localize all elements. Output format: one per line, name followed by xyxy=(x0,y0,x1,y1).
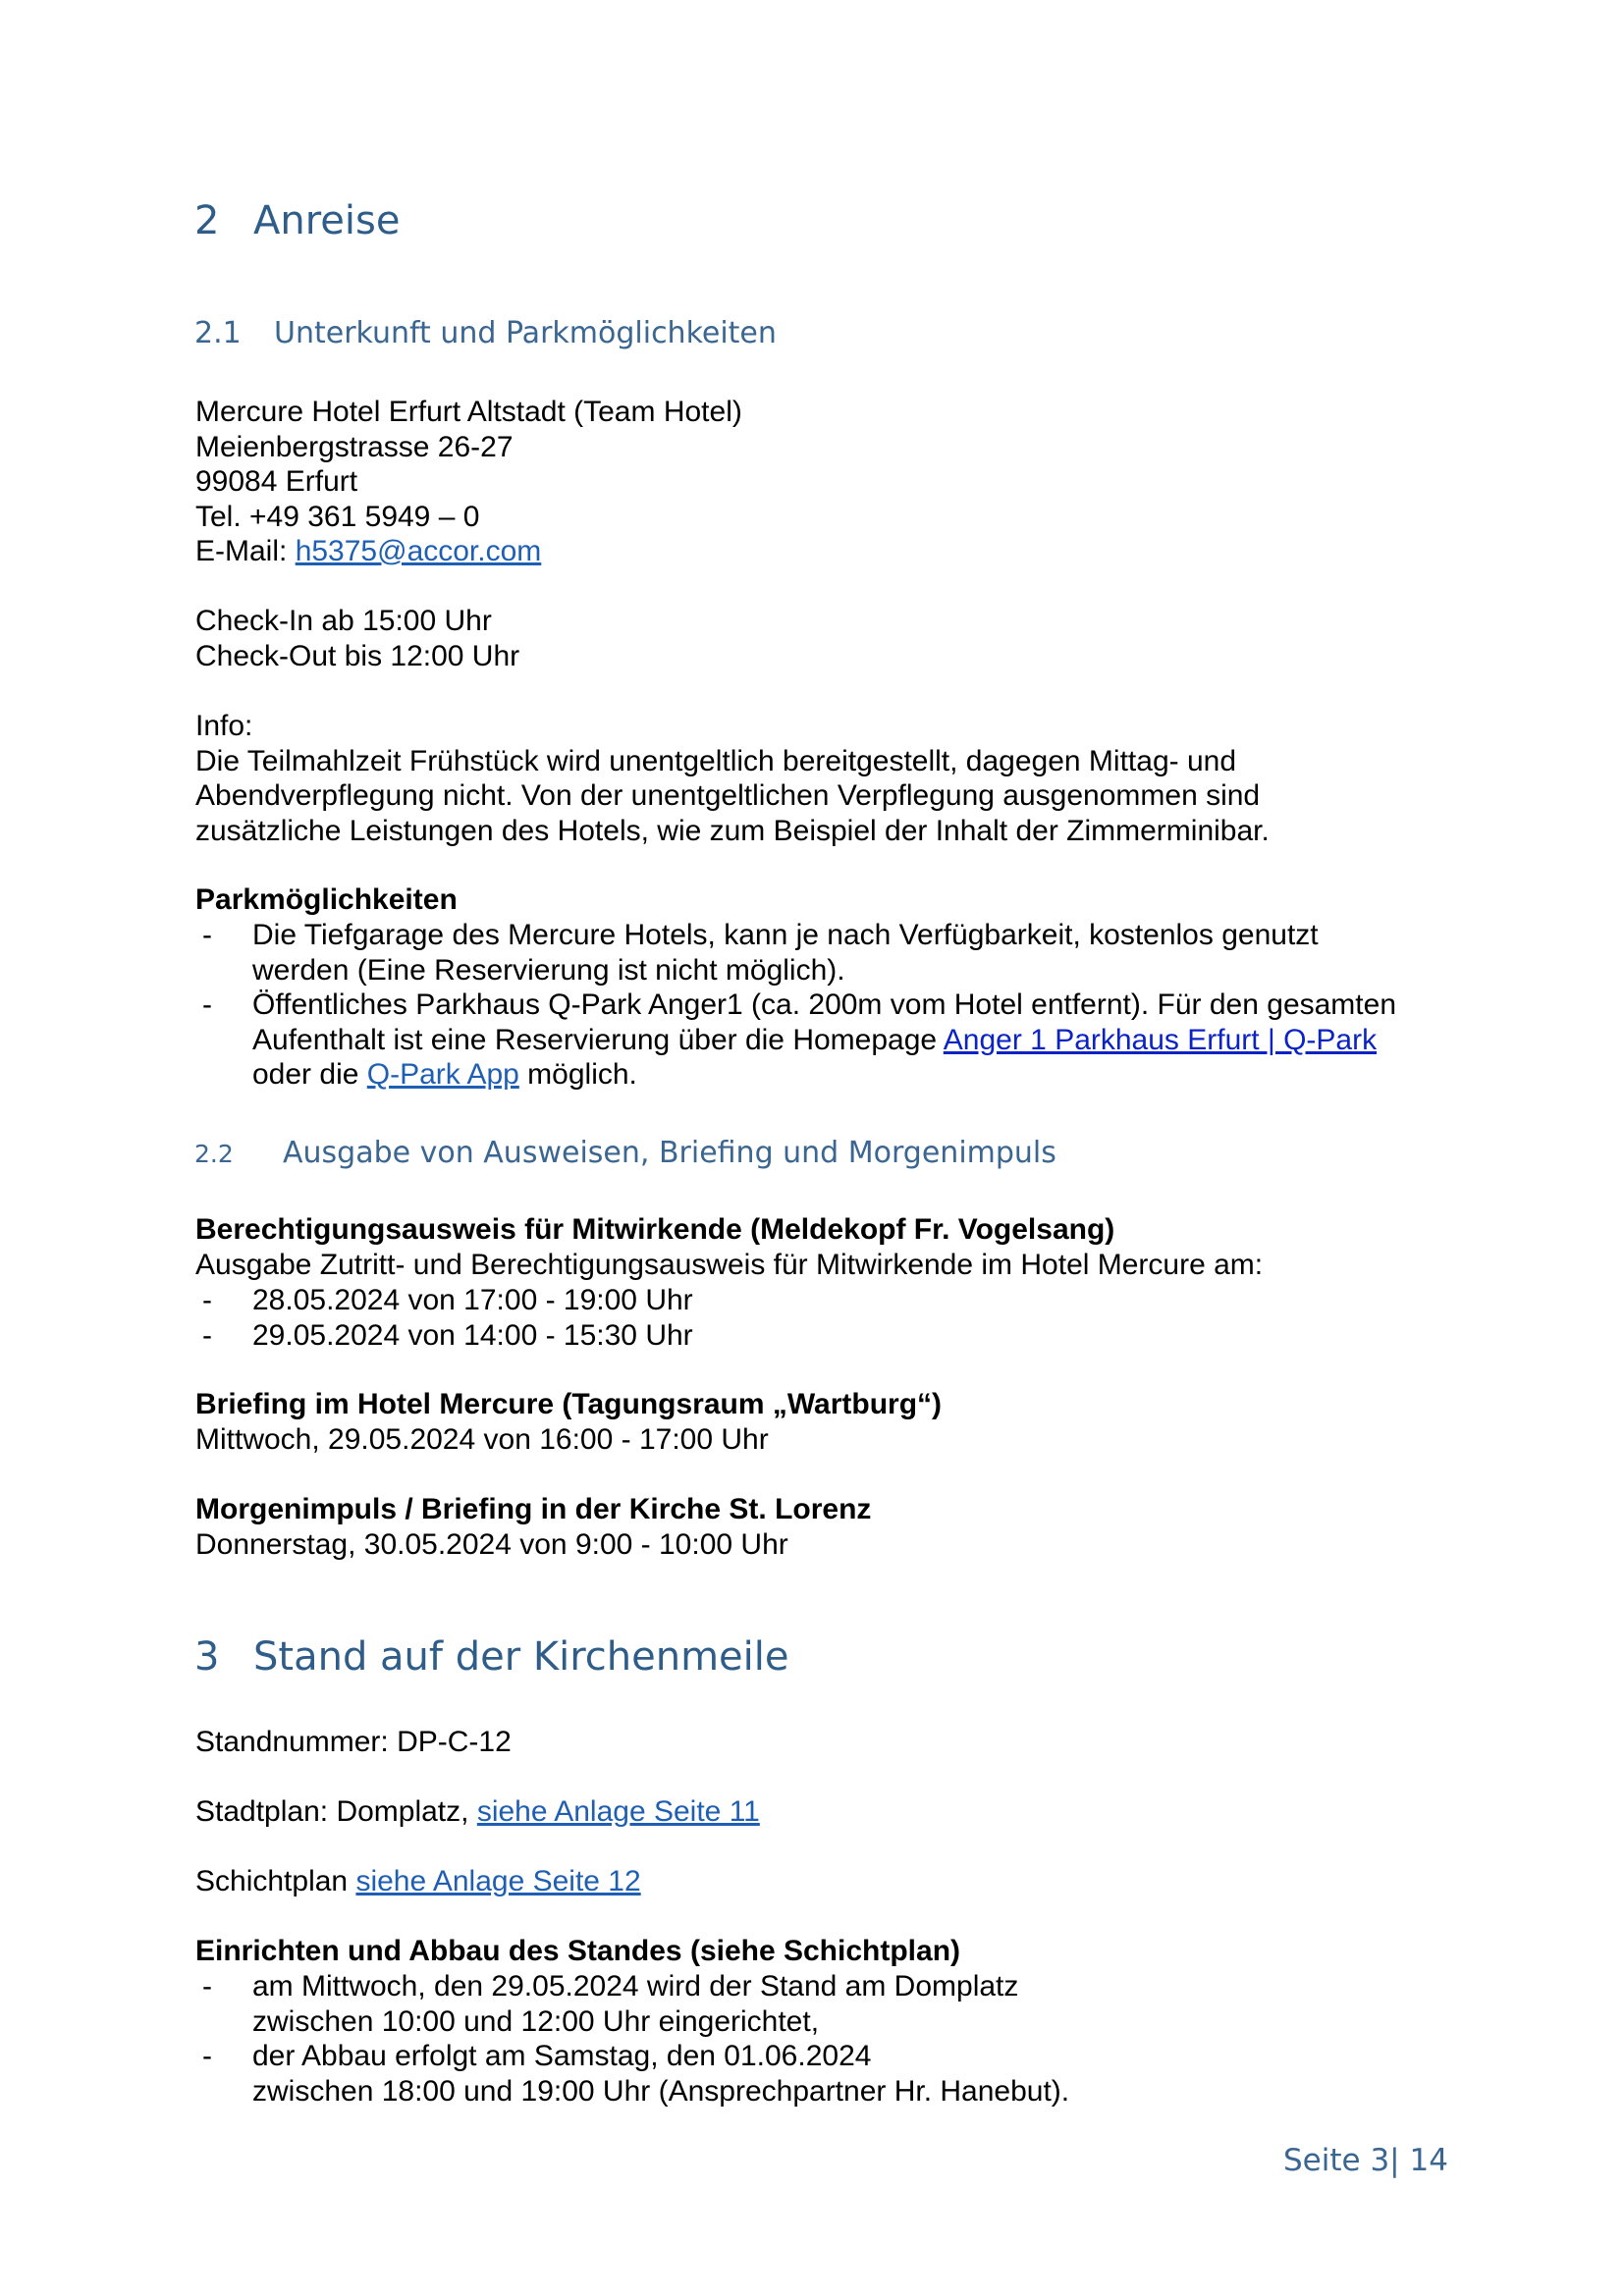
section-2-2-title: Ausgabe von Ausweisen, Briefing und Morgenimpuls xyxy=(283,1136,1056,1170)
bullet-dash: - xyxy=(202,919,212,951)
list-item xyxy=(0,1283,1624,1318)
info-line: zusätzliche Leistungen des Hotels, wie zum Beispiel der Inhalt der Zimmerminibar. xyxy=(195,814,1270,847)
parking-text: möglich. xyxy=(518,1058,637,1091)
badge-date: 29.05.2024 von 14:00 - 15:30 Uhr xyxy=(252,1318,693,1352)
info-line: Abendverpflegung nicht. Von der unentgeltlichen Verpflegung ausgenommen sind xyxy=(195,779,1261,812)
bullet-dash: - xyxy=(202,988,212,1021)
setup-line: zwischen 10:00 und 12:00 Uhr eingerichtet, xyxy=(252,2004,820,2038)
info-line: Die Teilmahlzeit Frühstück wird unentgeltlich bereitgestellt, dagegen Mittag- und xyxy=(195,744,1237,777)
hotel-email-link[interactable]: h5375@accor.com xyxy=(295,535,542,567)
section-3-number: 3 xyxy=(194,1634,220,1680)
email-label: E-Mail: xyxy=(195,535,296,567)
qpark-homepage-link[interactable]: Anger 1 Parkhaus Erfurt | Q-Park xyxy=(943,1023,1378,1056)
city-map-text: Stadtplan: Domplatz, xyxy=(195,1795,477,1828)
check-in-time: Check-In ab 15:00 Uhr xyxy=(195,605,492,637)
section-2-title: Anreise xyxy=(253,198,401,243)
hotel-street: Meienbergstrasse 26-27 xyxy=(195,430,514,463)
section-2-2-number: 2.2 xyxy=(194,1140,234,1168)
city-map-link[interactable]: siehe Anlage Seite 11 xyxy=(476,1795,760,1828)
bullet-dash: - xyxy=(202,1284,212,1316)
shift-plan-link[interactable]: siehe Anlage Seite 12 xyxy=(355,1865,641,1897)
section-3-heading xyxy=(194,1634,789,1680)
parking-text: Aufenthalt ist eine Reservierung über die Homepage xyxy=(252,1023,944,1056)
setup-heading: Einrichten und Abbau des Standes (siehe Schichtplan) xyxy=(195,1935,961,1967)
badge-date: 28.05.2024 von 17:00 - 19:00 Uhr xyxy=(252,1284,693,1316)
badge-dates-list xyxy=(0,1283,1624,1353)
parking-item-line xyxy=(252,1057,637,1093)
bullet-dash: - xyxy=(202,1970,212,2002)
parking-item-qpark xyxy=(0,988,1624,1093)
page-label: Seite 3 xyxy=(1283,2143,1390,2178)
section-2-1-number: 2.1 xyxy=(194,316,242,350)
setup-line: am Mittwoch, den 29.05.2024 wird der Stand am Domplatz xyxy=(252,1970,1019,2002)
info-label: Info: xyxy=(195,710,253,742)
morning-text: Donnerstag, 30.05.2024 von 9:00 - 10:00 Uhr xyxy=(195,1528,788,1561)
badge-text: Ausgabe Zutritt- und Berechtigungsausweis für Mitwirkende im Hotel Mercure am: xyxy=(195,1249,1264,1281)
setup-line: der Abbau erfolgt am Samstag, den 01.06.2024 xyxy=(252,2040,872,2072)
page-total: 14 xyxy=(1409,2143,1448,2178)
section-2-heading xyxy=(194,198,400,243)
check-out-time: Check-Out bis 12:00 Uhr xyxy=(195,639,520,672)
parking-text: oder die xyxy=(252,1058,367,1091)
parking-heading: Parkmöglichkeiten xyxy=(195,883,458,916)
hotel-email-line xyxy=(195,534,742,569)
shift-plan-line xyxy=(195,1864,641,1899)
qpark-app-link[interactable]: Q-Park App xyxy=(366,1058,519,1091)
parking-list xyxy=(0,918,1624,1093)
section-2-2-heading xyxy=(194,1136,1056,1170)
parking-item-garage xyxy=(0,918,1624,988)
briefing-heading: Briefing im Hotel Mercure (Tagungsraum „Wartburg“) xyxy=(195,1388,943,1420)
section-2-1-heading xyxy=(194,316,777,350)
list-item xyxy=(0,1318,1624,1354)
parking-item-line: werden (Eine Reservierung ist nicht möglich). xyxy=(252,953,845,987)
section-2-1-title: Unterkunft und Parkmöglichkeiten xyxy=(274,316,777,350)
page-footer xyxy=(1283,2143,1448,2178)
briefing-text: Mittwoch, 29.05.2024 von 16:00 - 17:00 Uhr xyxy=(195,1423,769,1456)
page-separator: | xyxy=(1389,2143,1410,2178)
setup-line: zwischen 18:00 und 19:00 Uhr (Ansprechpartner Hr. Hanebut). xyxy=(252,2074,1070,2108)
parking-item-line: Die Tiefgarage des Mercure Hotels, kann je nach Verfügbarkeit, kostenlos genutzt xyxy=(252,919,1319,951)
parking-item-line: Öffentliches Parkhaus Q-Park Anger1 (ca. 200m vom Hotel entfernt). Für den gesamten xyxy=(252,988,1397,1021)
info-block xyxy=(195,709,1270,848)
list-item xyxy=(0,1969,1624,2039)
city-map-line xyxy=(195,1794,760,1830)
list-item xyxy=(0,2039,1624,2109)
morning-heading: Morgenimpuls / Briefing in der Kirche St. Lorenz xyxy=(195,1493,872,1525)
stand-number: Standnummer: DP-C-12 xyxy=(195,1726,512,1758)
hotel-city: 99084 Erfurt xyxy=(195,465,358,498)
section-2-number: 2 xyxy=(194,198,220,243)
section-3-title: Stand auf der Kirchenmeile xyxy=(253,1634,789,1680)
parking-item-line xyxy=(252,1023,1377,1058)
shift-plan-text: Schichtplan xyxy=(195,1865,356,1897)
hotel-name: Mercure Hotel Erfurt Altstadt (Team Hotel) xyxy=(195,396,742,428)
setup-list xyxy=(0,1969,1624,2109)
hotel-address xyxy=(195,395,742,569)
badge-heading: Berechtigungsausweis für Mitwirkende (Meldekopf Fr. Vogelsang) xyxy=(195,1213,1115,1246)
check-times xyxy=(195,604,519,673)
bullet-dash: - xyxy=(202,1318,212,1352)
bullet-dash: - xyxy=(202,2040,212,2072)
hotel-phone: Tel. +49 361 5949 – 0 xyxy=(195,500,480,533)
